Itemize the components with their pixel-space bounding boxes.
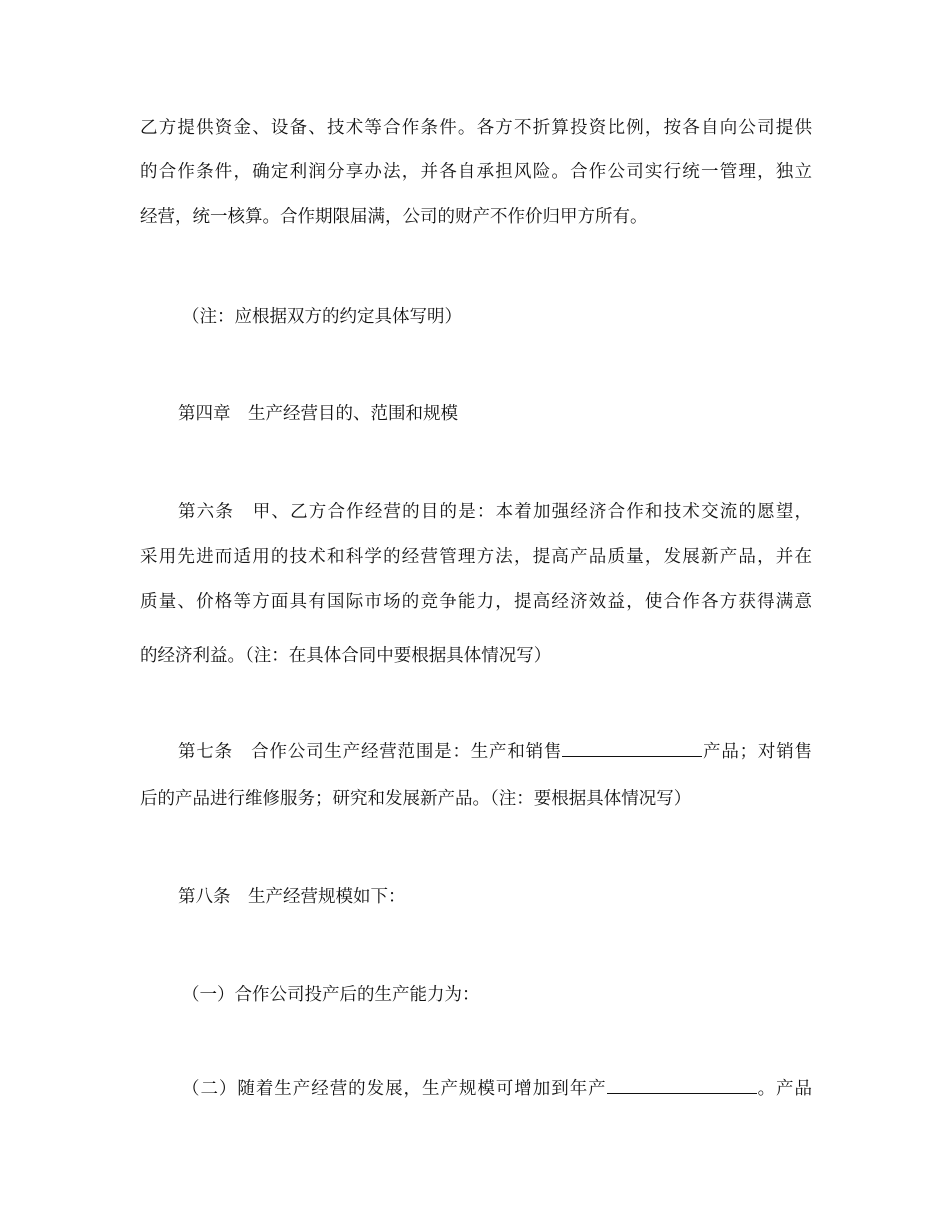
paragraph-1-line-3: 经营，统一核算。合作期限届满，公司的财产不作价归甲方所有。 <box>140 207 648 227</box>
article-6-line-3: 质量、价格等方面具有国际市场的竞争能力，提高经济效益，使合作各方获得满意 <box>140 592 812 612</box>
note-1: （注：应根据双方的约定具体写明） <box>182 307 462 327</box>
paragraph-1-line-1: 乙方提供资金、设备、技术等合作条件。各方不折算投资比例，按各自向公司提供 <box>140 118 812 138</box>
item-2-text-after-blank: 。产品 <box>756 1079 813 1099</box>
item-1: （一）合作公司投产后的生产能力为： <box>182 985 480 1005</box>
article-7-product-blank <box>562 740 702 757</box>
article-6-line-4: 的经济利益。（注：在具体合同中要根据具体情况写） <box>140 646 552 666</box>
article-7-text-before-blank: 第七条 合作公司生产经营范围是：生产和销售 <box>178 742 563 762</box>
item-2 <box>182 1077 812 1101</box>
item-2-text-before-blank: （二）随着生产经营的发展，生产规模可增加到年产 <box>182 1079 607 1099</box>
article-6-line-1: 第六条 甲、乙方合作经营的目的是：本着加强经济合作和技术交流的愿望， <box>178 502 812 522</box>
article-7-line-1 <box>178 740 812 764</box>
article-6-line-2: 采用先进而适用的技术和科学的经营管理方法，提高产品质量，发展新产品，并在 <box>140 547 812 567</box>
paragraph-1-line-2: 的合作条件，确定利润分享办法，并各自承担风险。合作公司实行统一管理，独立 <box>140 162 812 182</box>
article-7-text-after-blank: 产品；对销售 <box>702 742 813 762</box>
chapter-4-heading: 第四章 生产经营目的、范围和规模 <box>178 404 458 424</box>
article-8-heading: 第八条 生产经营规模如下： <box>178 887 406 907</box>
item-2-annual-output-blank <box>607 1077 757 1094</box>
article-7-line-2: 后的产品进行维修服务；研究和发展新产品。（注：要根据具体情况写） <box>140 789 692 809</box>
